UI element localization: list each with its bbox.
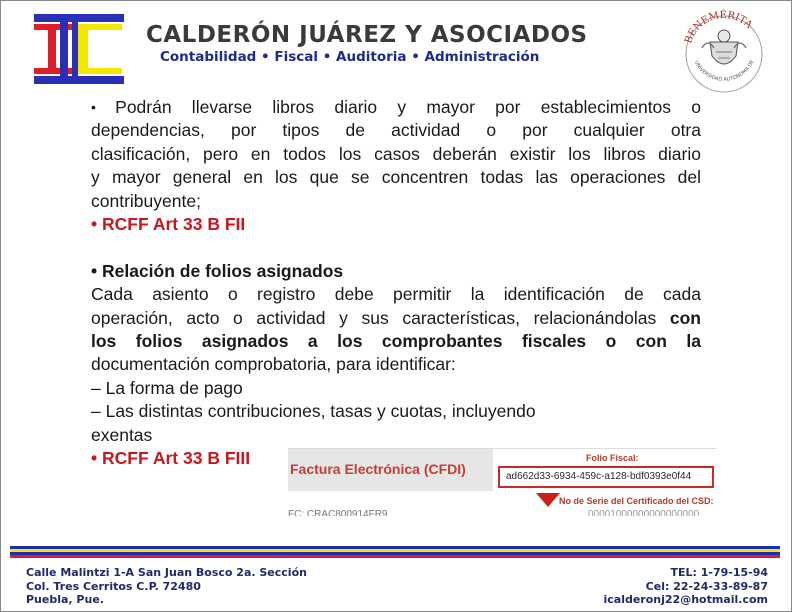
folio-value: ad662d33-6934-459c-a128-bdf0393e0f44 — [506, 471, 692, 482]
para2-line2 — [91, 307, 701, 330]
arrow-down-icon — [536, 493, 560, 507]
footer-cel: Cel: 22-24-33-89-87 — [645, 579, 768, 593]
para1-line2: dependencias, por tipos de actividad o por cualquier otra — [91, 120, 701, 141]
list-item-contributions-cont: exentas — [91, 424, 153, 445]
cfdi-header — [288, 449, 493, 491]
para1-line1 — [91, 96, 701, 119]
para1-line4: y mayor general en los que se concentren todas las operaciones del — [91, 167, 701, 188]
list-item-payment: – La forma de pago — [91, 377, 243, 398]
footer-tel: TEL: 1-79-15-94 — [670, 566, 768, 579]
section2-heading: • Relación de folios asignados — [91, 260, 344, 281]
address-line3: Puebla, Pue. — [26, 593, 104, 606]
reference-art33-fii: • RCFF Art 33 B FII — [91, 214, 246, 235]
para1-line5: contribuyente; — [91, 190, 201, 211]
university-seal-icon — [678, 8, 770, 94]
list-item-contributions: – Las distintas contribuciones, tasas y cuotas, incluyendo — [91, 401, 536, 422]
slide-body — [91, 96, 701, 470]
footer-email[interactable]: icalderonj22@hotmail.com — [603, 593, 768, 606]
para2-line2-text: operación, acto o actividad y sus características, relacionándolas — [91, 307, 670, 328]
folio-label: Folio Fiscal: — [586, 453, 639, 463]
para2-line3: los folios asignados a los comprobantes fiscales o con la — [91, 331, 701, 352]
cfdi-title: Factura Electrónica (CFDI) — [290, 461, 466, 477]
seal-top-text: BENEMÉRITA — [683, 9, 755, 46]
para2-line4: documentación comprobatoria, para identificar: — [91, 354, 456, 375]
cfdi-snippet — [288, 448, 716, 516]
reference-art33-fiii: • RCFF Art 33 B FIII — [91, 448, 251, 469]
firm-logo-icon — [34, 14, 124, 84]
para1-line1-text: Podrán llevarse libros diario y mayor por establecimientos o — [115, 97, 701, 117]
firm-name: CALDERÓN JUÁREZ Y ASOCIADOS — [146, 22, 588, 48]
para2-line2-bold: con — [669, 307, 701, 328]
para1-line3: clasificación, pero en todos los casos deberán existir los libros diario — [91, 143, 701, 164]
footer-stripes — [10, 546, 780, 560]
seal-bottom-text: UNIVERSIDAD AUTÓNOMA DE — [692, 59, 756, 83]
address-line1: Calle Malintzi 1-A San Juan Bosco 2a. Sección — [26, 566, 307, 579]
address-line2: Col. Tres Cerritos C.P. 72480 — [26, 579, 201, 593]
bullet-icon: • — [91, 99, 116, 115]
footer-contact — [603, 566, 768, 607]
para2-line1: Cada asiento o registro debe permitir la identificación de cada — [91, 284, 701, 305]
cfdi-serial-row: 00001000000000000000 — [588, 509, 700, 516]
csd-label: No de Serie del Certificado del CSD: — [559, 496, 714, 506]
footer-address — [26, 566, 307, 607]
firm-tagline: Contabilidad • Fiscal • Auditoria • Administración — [160, 49, 540, 65]
cfdi-rfc-row: FC: CRAC800914FR9 — [288, 509, 388, 516]
folio-field — [498, 466, 714, 488]
